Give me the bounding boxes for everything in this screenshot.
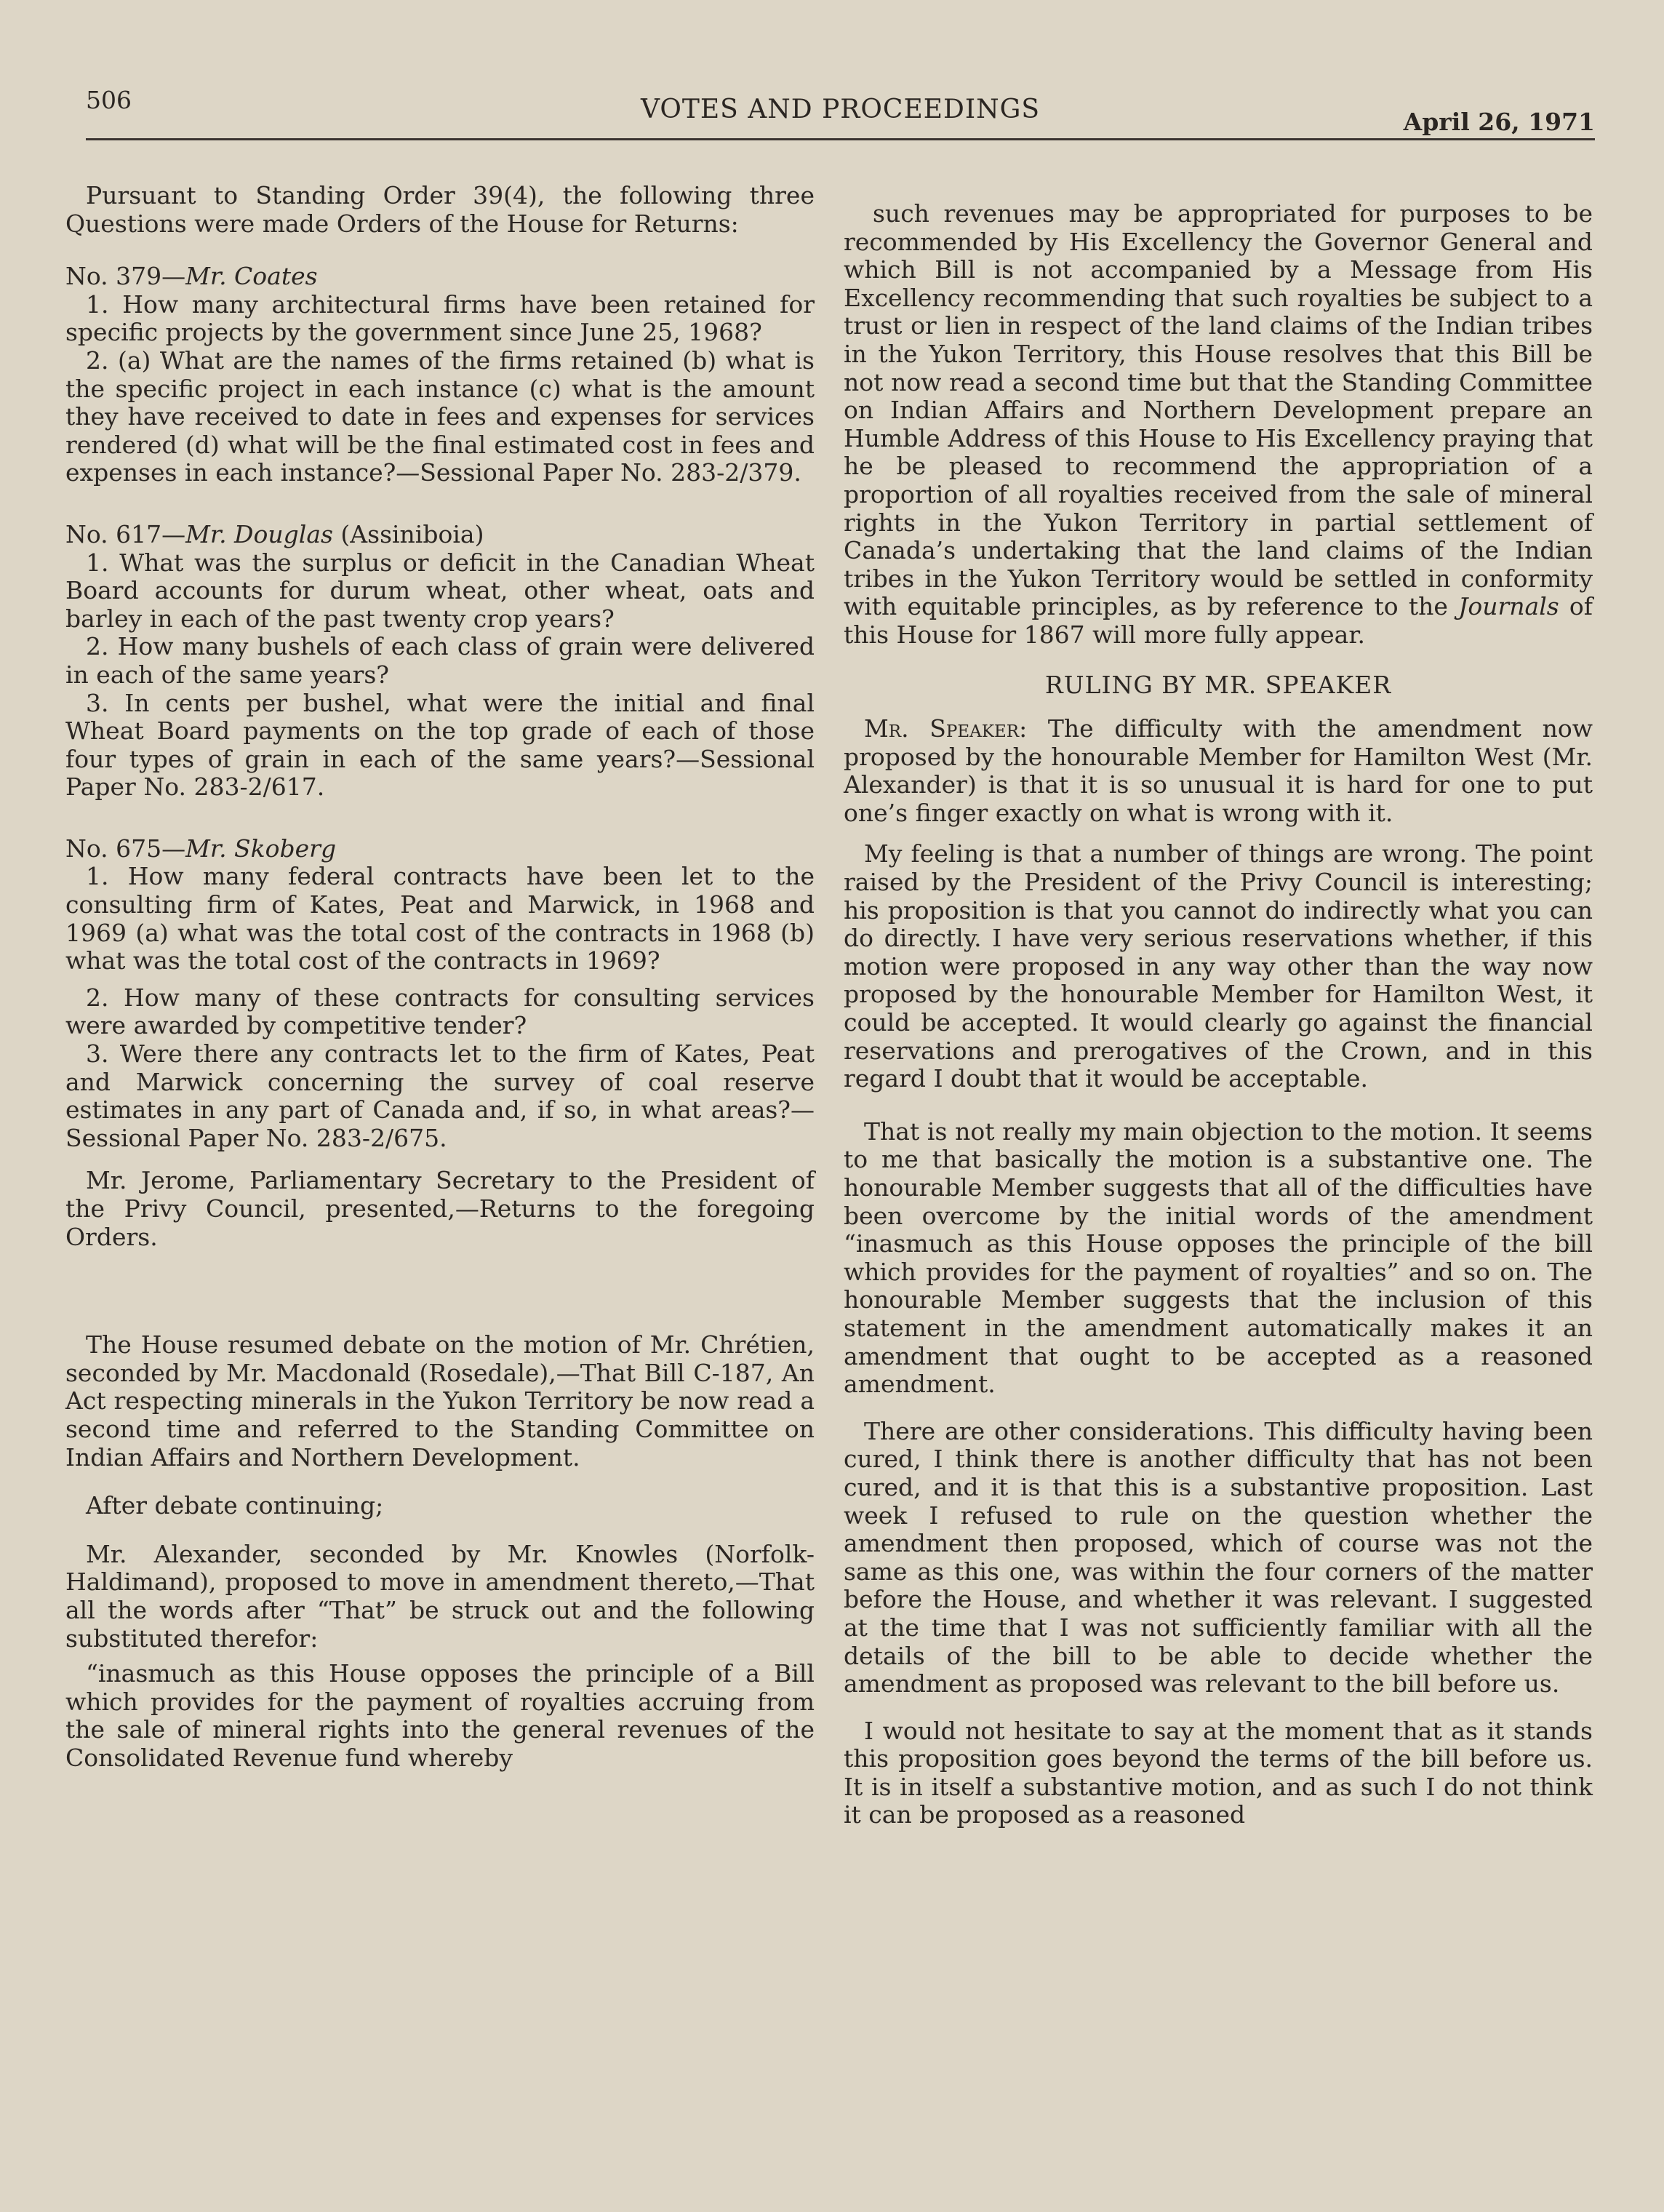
- question-675-part-3: 3. Were there any contracts let to the firm of Kates, Peat and Marwick concerning the survey of coal reserve estimates in any part of Canada and, if so, in what areas?—Sessional Paper No. 283-2/675.: [65, 1039, 815, 1152]
- question-617-part-3: 3. In cents per bushel, what were the initial and final Wheat Board payments on the top grade of each of those four types of grain in each of the same years?—Sessional Paper No. 283-2/617.: [65, 688, 815, 802]
- question-617-part-2: 2. How many bushels of each class of grain were delivered in each of the same years?: [65, 632, 815, 689]
- running-title: VOTES AND PROCEEDINGS: [640, 95, 1041, 124]
- amendment-text-start: “inasmuch as this House opposes the principle of a Bill which provides for the payment of royalties accruing from the sale of mineral rights into the general revenues of the Consolidated Revenue fund whereby: [65, 1659, 815, 1772]
- ruling-paragraph-2: My feeling is that a number of things are wrong. The point raised by the President of the Privy Council is interesting; his proposition is that you cannot do indirectly what you can do directly. I have very serious reservations whether, if this motion were proposed in any way other than the way now proposed by the honourable Member for Hamilton West, it could be accepted. It would clearly go against the financial reservations and prerogatives of the Crown, and in this regard I doubt that it would be acceptable.: [844, 839, 1593, 1093]
- member-name: Mr. Skoberg: [185, 834, 337, 863]
- page-number: 506: [86, 86, 132, 114]
- after-debate: After debate continuing;: [86, 1491, 384, 1520]
- journals-reference: Journals: [1458, 592, 1559, 621]
- ruling-heading: RULING BY MR. SPEAKER: [1044, 670, 1392, 699]
- question-675-part-1: 1. How many federal contracts have been let to the consulting firm of Kates, Peat and Marwick, in 1968 and 1969 (a) what was the total cost of the contracts in 1968 (b) what was the total cost of the contracts in 1969?: [65, 862, 815, 975]
- header-date: April 26, 1971: [1403, 108, 1595, 136]
- returns-intro: Pursuant to Standing Order 39(4), the following three Questions were made Orders of the House for Returns:: [65, 181, 815, 238]
- question-number: No. 617—: [65, 519, 186, 548]
- question-379-heading: [65, 263, 815, 291]
- question-379-part-1: 1. How many architectural firms have been retained for specific projects by the government since June 25, 1968?: [65, 290, 815, 347]
- member-riding: (Assiniboia): [332, 519, 484, 548]
- ruling-text: : The difficulty with the amendment now proposed by the honourable Member for Hamilton West (Mr. Alexander) is that it is so unusual it is hard for one to put one’s finger exactly on what is wrong with it.: [844, 714, 1593, 827]
- amendment-motion: Mr. Alexander, seconded by Mr. Knowles (Norfolk-Haldimand), proposed to move in amendment thereto,—That all the words after “That” be struck out and the following substituted therefor:: [65, 1539, 815, 1653]
- page-header: [86, 80, 1595, 140]
- question-379-part-2: 2. (a) What are the names of the firms retained (b) what is the specific project in each instance (c) what is the amount they have received to date in fees and expenses for services rendered (d) what will be the final estimated cost in fees and expenses in each instance?—Sessional Paper No. 283-2/379.: [65, 346, 815, 487]
- right-column: [844, 200, 1593, 1829]
- ruling-paragraph-3: That is not really my main objection to the motion. It seems to me that basically the motion is a substantive one. The honourable Member suggests that all of the difficulties have been overcome by the initial words of the amendment “inasmuch as this House opposes the principle of the bill which provides for the payment of royalties” and so on. The honourable Member suggests that the inclusion of this statement in the amendment automatically makes it an amendment that ought to be accepted as a reasoned amendment.: [844, 1117, 1593, 1399]
- amendment-text: such revenues may be appropriated for purposes to be recommended by His Excellency the Governor General and which Bill is not accompanied by a Message from His Excellency recommending that such royalties be subject to a trust or lien in respect of the land claims of the Indian tribes in the Yukon Territory, this House resolves that this Bill be not now read a second time but that the Standing Committee on Indian Affairs and Northern Development prepare an Humble Address of this House to His Excellency praying that he be pleased to recommend the appropriation of a proportion of all royalties received from the sale of mineral rights in the Yukon Territory in partial settlement of Canada’s undertaking that the land claims of the Indian tribes in the Yukon Territory would be settled in conformity with equitable principles, as by reference to the: [844, 199, 1593, 621]
- member-name: Mr. Douglas: [185, 519, 333, 548]
- question-617-part-1: 1. What was the surplus or deficit in the Canadian Wheat Board accounts for durum wheat, other wheat, oats and barley in each of the past twenty crop years?: [65, 548, 815, 633]
- question-617-heading: [65, 521, 815, 549]
- amendment-text-end: of this House for 1867 will more fully appear.: [844, 592, 1593, 649]
- speaker-label: Mr. Speaker: [864, 714, 1020, 743]
- question-number: No. 379—: [65, 262, 186, 291]
- amendment-text-continued: [844, 200, 1593, 650]
- debate-resumed: The House resumed debate on the motion of Mr. Chrétien, seconded by Mr. Macdonald (Rosedale),—That Bill C-187, An Act respecting minerals in the Yukon Territory be now read a second time and referred to the Standing Committee on Indian Affairs and Northern Development.: [65, 1330, 815, 1472]
- ruling-paragraph-4: There are other considerations. This difficulty having been cured, I think there is another difficulty that has not been cured, and it is that this is a substantive proposition. Last week I refused to rule on the question whether the amendment then proposed, which of course was not the same as this one, was within the four corners of the matter before the House, and whether it was relevant. I suggested at the time that I was not sufficiently familiar with all the details of the bill to be able to decide whether the amendment as proposed was relevant to the bill before us.: [844, 1416, 1593, 1698]
- ruling-paragraph-1: [844, 715, 1593, 827]
- question-number: No. 675—: [65, 834, 186, 863]
- question-675-part-2: 2. How many of these contracts for consulting services were awarded by competitive tender?: [65, 983, 815, 1040]
- left-column: [65, 182, 815, 1773]
- member-name: Mr. Coates: [185, 262, 318, 291]
- returns-presented: Mr. Jerome, Parliamentary Secretary to the President of the Privy Council, presented,—Returns to the foregoing Orders.: [65, 1166, 815, 1251]
- ruling-paragraph-5: I would not hesitate to say at the moment that as it stands this proposition goes beyond the terms of the bill before us. It is in itself a substantive motion, and as such I do not think it can be proposed as a reasoned: [844, 1716, 1593, 1829]
- question-675-heading: [65, 835, 815, 863]
